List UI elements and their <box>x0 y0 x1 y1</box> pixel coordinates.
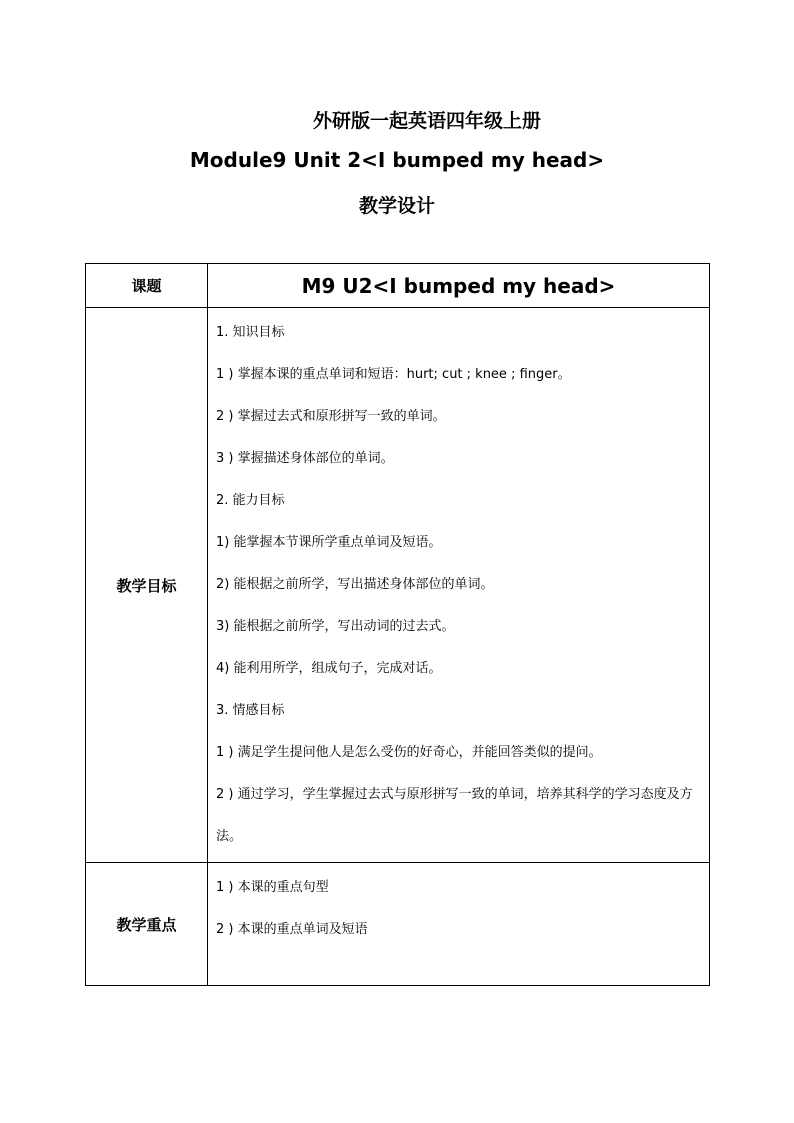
lesson-plan-table <box>85 263 710 986</box>
keypoints-row <box>86 863 710 986</box>
topic-value: M9 U2<I bumped my head> <box>208 264 710 308</box>
keypoint-line: 2 ) 本课的重点单词及短语 <box>216 922 368 937</box>
document-type: 教学设计 <box>358 195 435 217</box>
objectives-label: 教学目标 <box>86 308 208 863</box>
keypoints-content <box>208 863 710 986</box>
objective-line: 2 ) 通过学习，学生掌握过去式与原形拼写一致的单词，培养其科学的学习态度及方法。 <box>216 787 693 844</box>
topic-label: 课题 <box>86 264 208 308</box>
keypoints-label: 教学重点 <box>86 863 208 986</box>
objective-line: 1. 知识目标 <box>216 325 285 340</box>
objective-line: 2 ) 掌握过去式和原形拼写一致的单词。 <box>216 409 446 424</box>
objective-line: 2) 能根据之前所学，写出描述身体部位的单词。 <box>216 577 494 592</box>
objective-line: 3. 情感目标 <box>216 703 285 718</box>
objective-line: 4) 能利用所学，组成句子，完成对话。 <box>216 661 442 676</box>
objective-line: 1 ) 掌握本课的重点单词和短语：hurt; cut ; knee ; finger。 <box>216 367 571 382</box>
objective-line: 3 ) 掌握描述身体部位的单词。 <box>216 451 394 466</box>
objectives-row <box>86 308 710 863</box>
keypoint-line: 1 ) 本课的重点句型 <box>216 880 329 895</box>
objective-line: 3) 能根据之前所学，写出动词的过去式。 <box>216 619 455 634</box>
objective-line: 1 ) 满足学生提问他人是怎么受伤的好奇心，并能回答类似的提问。 <box>216 745 602 760</box>
document-subtitle: Module9 Unit 2<I bumped my head> <box>189 148 605 172</box>
objectives-content <box>208 308 710 863</box>
objective-line: 2. 能力目标 <box>216 493 285 508</box>
topic-row <box>86 264 710 308</box>
document-title: 外研版一起英语四年级上册 <box>312 110 541 132</box>
objective-line: 1) 能掌握本节课所学重点单词及短语。 <box>216 535 442 550</box>
